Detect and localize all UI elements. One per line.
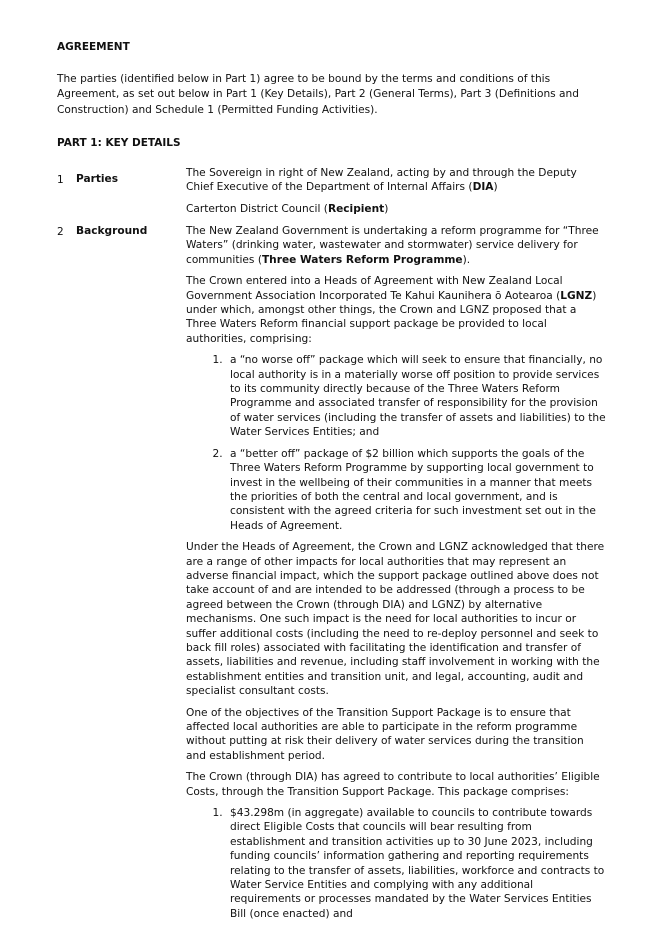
background-paragraph-4: One of the objectives of the Transition Support Package is to ensure that affected local authorities are able to participate in the reform programme without putting at risk their delivery of water services during the transition and establishment period. <box>186 706 584 762</box>
list-item: 1. $43.298m (in aggregate) available to councils to contribute towards direct Eligible Costs that councils will bear resulting from establishment and transition activities up to 30 June 2023, including funding councils’ information gathering and reporting requirements relating to the transfer of assets, liabilities, workforce and contracts to Water Service Entities and complying with any additional requirements or processes mandated by the Water Services Entities Bill (once enacted) and <box>226 806 606 921</box>
background-paragraph-1: The New Zealand Government is undertaking a reform programme for “Three Waters” (drinking water, wastewater and stormwater) service delivery for communities (Three Waters Reform Programme). <box>186 225 599 266</box>
background-paragraph-5: The Crown (through DIA) has agreed to contribute to local authorities’ Eligible Costs, through the Transition Support Package. This package comprises: <box>186 771 600 798</box>
section-2-label: Background <box>76 225 148 237</box>
background-paragraph-3: Under the Heads of Agreement, the Crown and LGNZ acknowledged that there are a range of other impacts for local authorities that may represent an adverse financial impact, which the support package outlined above does not take account of and are intended to be addressed (through a process to be agreed between the Crown (through DIA) and LGNZ) by alternative mechanisms. One such impact is the need for local authorities to incur or suffer additional costs (including the need to re-deploy personnel and seek to back fill roles) associated with facilitating the identification and transfer of assets, liabilities and revenue, including staff involvement in working with the establishment entities and transition unit, and legal, accounting, audit and specialist consultant costs. <box>186 541 605 698</box>
section-2-content <box>186 224 606 928</box>
agreement-heading: AGREEMENT <box>57 41 130 53</box>
section-1-content <box>186 166 606 223</box>
parties-recipient: Carterton District Council (Recipient) <box>186 202 389 215</box>
part1-heading: PART 1: KEY DETAILS <box>57 137 181 149</box>
transition-package-list <box>186 806 606 921</box>
intro-paragraph: The parties (identified below in Part 1) agree to be bound by the terms and conditions of this Agreement, as set out below in Part 1 (Key Details), Part 2 (General Terms), Part 3 (Definitions and Construction) and Schedule 1 (Permitted Funding Activities). <box>57 73 579 116</box>
list-item: 2. a “better off” package of $2 billion which supports the goals of the Three Waters Reform Programme by supporting local government to invest in the wellbeing of their communities in a manner that meets the priorities of both the central and local government, and is consistent with the agreed criteria for such investment set out in the Heads of Agreement. <box>226 447 606 533</box>
list-item: 1. a “no worse off” package which will seek to ensure that financially, no local authority is in a materially worse off position to provide services to its community directly because of the Three Waters Reform Programme and associated transfer of responsibility for the provision of water services (including the transfer of assets and liabilities) to the Water Services Entities; and <box>226 353 606 439</box>
background-paragraph-2: The Crown entered into a Heads of Agreement with New Zealand Local Government Association Incorporated Te Kahui Kaunihera ō Aotearoa (LGNZ) under which, amongst other things, the Crown and LGNZ proposed that a Three Waters Reform financial support package be provided to local authorities, comprising: <box>186 275 597 345</box>
support-package-list <box>186 353 606 533</box>
parties-dia: The Sovereign in right of New Zealand, acting by and through the Deputy Chief Executive of the Department of Internal Affairs (DIA) <box>186 167 577 194</box>
section-1-number: 1 <box>57 174 64 186</box>
section-2-number: 2 <box>57 226 64 238</box>
section-1-label: Parties <box>76 173 119 185</box>
